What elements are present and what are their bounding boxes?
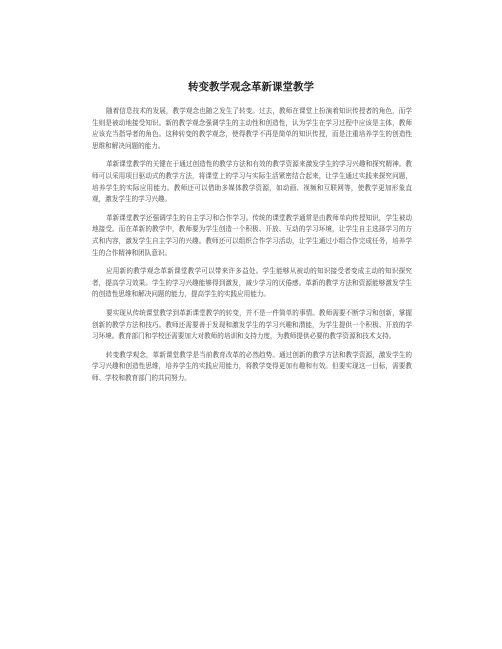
paragraph-3: 革新课堂教学还强调学生的自主学习和合作学习。传统的课堂教学通常是由教师单向传授知识，学生被动地接受。而在革新的教学中，教师要为学生创造一个积极、开放、互动的学习环境，让学生自主选择学习的方式和内容，激发学生自主学习的兴趣。教师还可以组织合作学习活动，让学生通过小组合作完成任务，培养学生的合作精神和团队意识。	[92, 213, 412, 257]
document-title: 转变教学观念革新课堂教学	[188, 81, 314, 93]
document-body	[92, 106, 412, 391]
paragraph-2: 革新课堂教学的关键在于通过创造性的教学方法和有效的教学资源来激发学生的学习兴趣和探究精神。教师可以采用项目驱动式的教学方法，将课堂上的学习与实际生活紧密结合起来，让学生通过实践来探究问题，培养学生的实际应用能力。教师还可以借助多媒体教学资源，如动画、视频和互联网等，使教学更加形象直观，激发学生的学习兴趣。	[92, 160, 412, 204]
paragraph-5: 要实现从传统课堂教学到革新课堂教学的转变，并不是一件简单的事情。教师需要不断学习和创新，掌握创新的教学方法和技巧。教师还需要善于发现和激发学生的学习兴趣和潜能，为学生提供一个积极、开放的学习环境。教育部门和学校还需要加大对教师的培训和支持力度，为教师提供必要的教学资源和技术支持。	[92, 308, 412, 341]
paragraph-4: 应用新的教学观念革新课堂教学可以带来许多益处。学生能够从被动的知识接受者变成主动的知识探究者，提高学习效果。学生的学习兴趣能够得到激发，减少学习的厌倦感。革新的教学方法和资源能够激发学生的创造性思维和解决问题的能力，提高学生的实践应用能力。	[92, 267, 412, 299]
paragraph-6: 转变教学观念，革新课堂教学是当前教育改革的必然趋势。通过创新的教学方法和教学资源，激发学生的学习兴趣和创造性思维，培养学生的实践应用能力，将教学变得更加有趣和有效。但要实现这一目标，需要教师、学校和教育部门的共同努力。	[92, 350, 412, 382]
paragraph-1: 随着信息技术的发展，教学观念也随之发生了转变。过去，教师在课堂上扮演着知识传授者的角色，而学生则是被动地接受知识。新的教学观念强调学生的主动性和创造性，认为学生在学习过程中应该是主体，教师应该充当指导者的角色。这种转变的教学观念，使得教学不再是简单的知识传授，而是注重培养学生的创造性思维和解决问题的能力。	[92, 107, 412, 150]
